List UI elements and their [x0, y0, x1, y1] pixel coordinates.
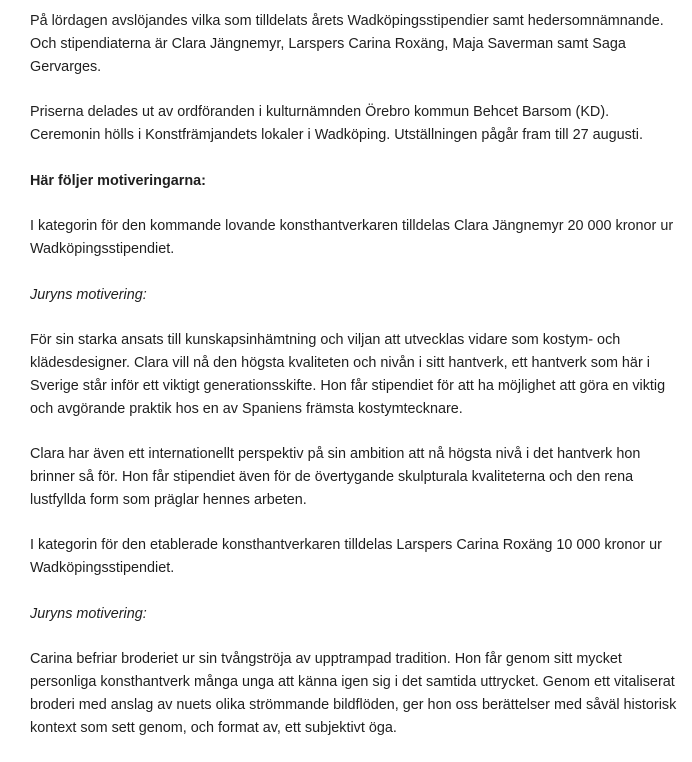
category-established-paragraph: I kategorin för den etablerade konsthantverkaren tilldelas Larspers Carina Roxäng 10 000 kronor ur Wadköpingsstipendiet. [30, 537, 662, 577]
motivation-clara-paragraph-2: Clara har även ett internationellt perspektiv på sin ambition att nå högsta nivå i det hantverk hon brinner så för. Hon får stipendiet även för de övertygande skulpturala kvaliteterna och den rena lustfyllda form som präglar hennes arbeten. [30, 446, 641, 508]
article-body [30, 10, 680, 762]
jury-motivation-label: Juryns motivering: [30, 286, 147, 303]
motivation-carina-paragraph: Carina befriar broderiet ur sin tvångströja av upptrampad tradition. Hon får genom sitt mycket personliga konsthantverk många unga att känna igen sig i det samtida uttrycket. Genom ett vitaliserat broderi med anslag av nuets olika strömmande bildflöden, ger hon oss berättelser med såväl historisk kontext som sett genom, och format av, ett subjektivt öga. [30, 651, 677, 736]
ceremony-paragraph: Priserna delades ut av ordföranden i kulturnämnden Örebro kommun Behcet Barsom (KD). Ceremonin hölls i Konstfrämjandets lokaler i Wadköping. Utställningen pågår fram till 27 augusti. [30, 104, 643, 143]
motivation-clara-paragraph-1: För sin starka ansats till kunskapsinhämtning och viljan att utvecklas vidare som kostym- och klädesdesigner. Clara vill nå den högsta kvaliteten och nivån i sitt hantverk, ett hantverk som här i Sverige står inför ett viktigt generationsskifte. Hon får stipendiet för att ha möjlighet att göra en viktig och avgörande praktik hos en av Spaniens främsta kostymtecknare. [30, 332, 666, 417]
jury-motivation-label: Juryns motivering: [30, 605, 147, 622]
motivations-heading: Här följer motiveringarna: [30, 172, 206, 189]
intro-paragraph: På lördagen avslöjandes vilka som tilldelats årets Wadköpingsstipendier samt hedersomnämnande. Och stipendiaterna är Clara Jängnemyr, Larspers Carina Roxäng, Maja Saverman samt Saga Gervarges. [30, 13, 664, 75]
category-newcomer-paragraph: I kategorin för den kommande lovande konsthantverkaren tilldelas Clara Jängnemyr 20 000 kronor ur Wadköpingsstipendiet. [30, 218, 674, 257]
